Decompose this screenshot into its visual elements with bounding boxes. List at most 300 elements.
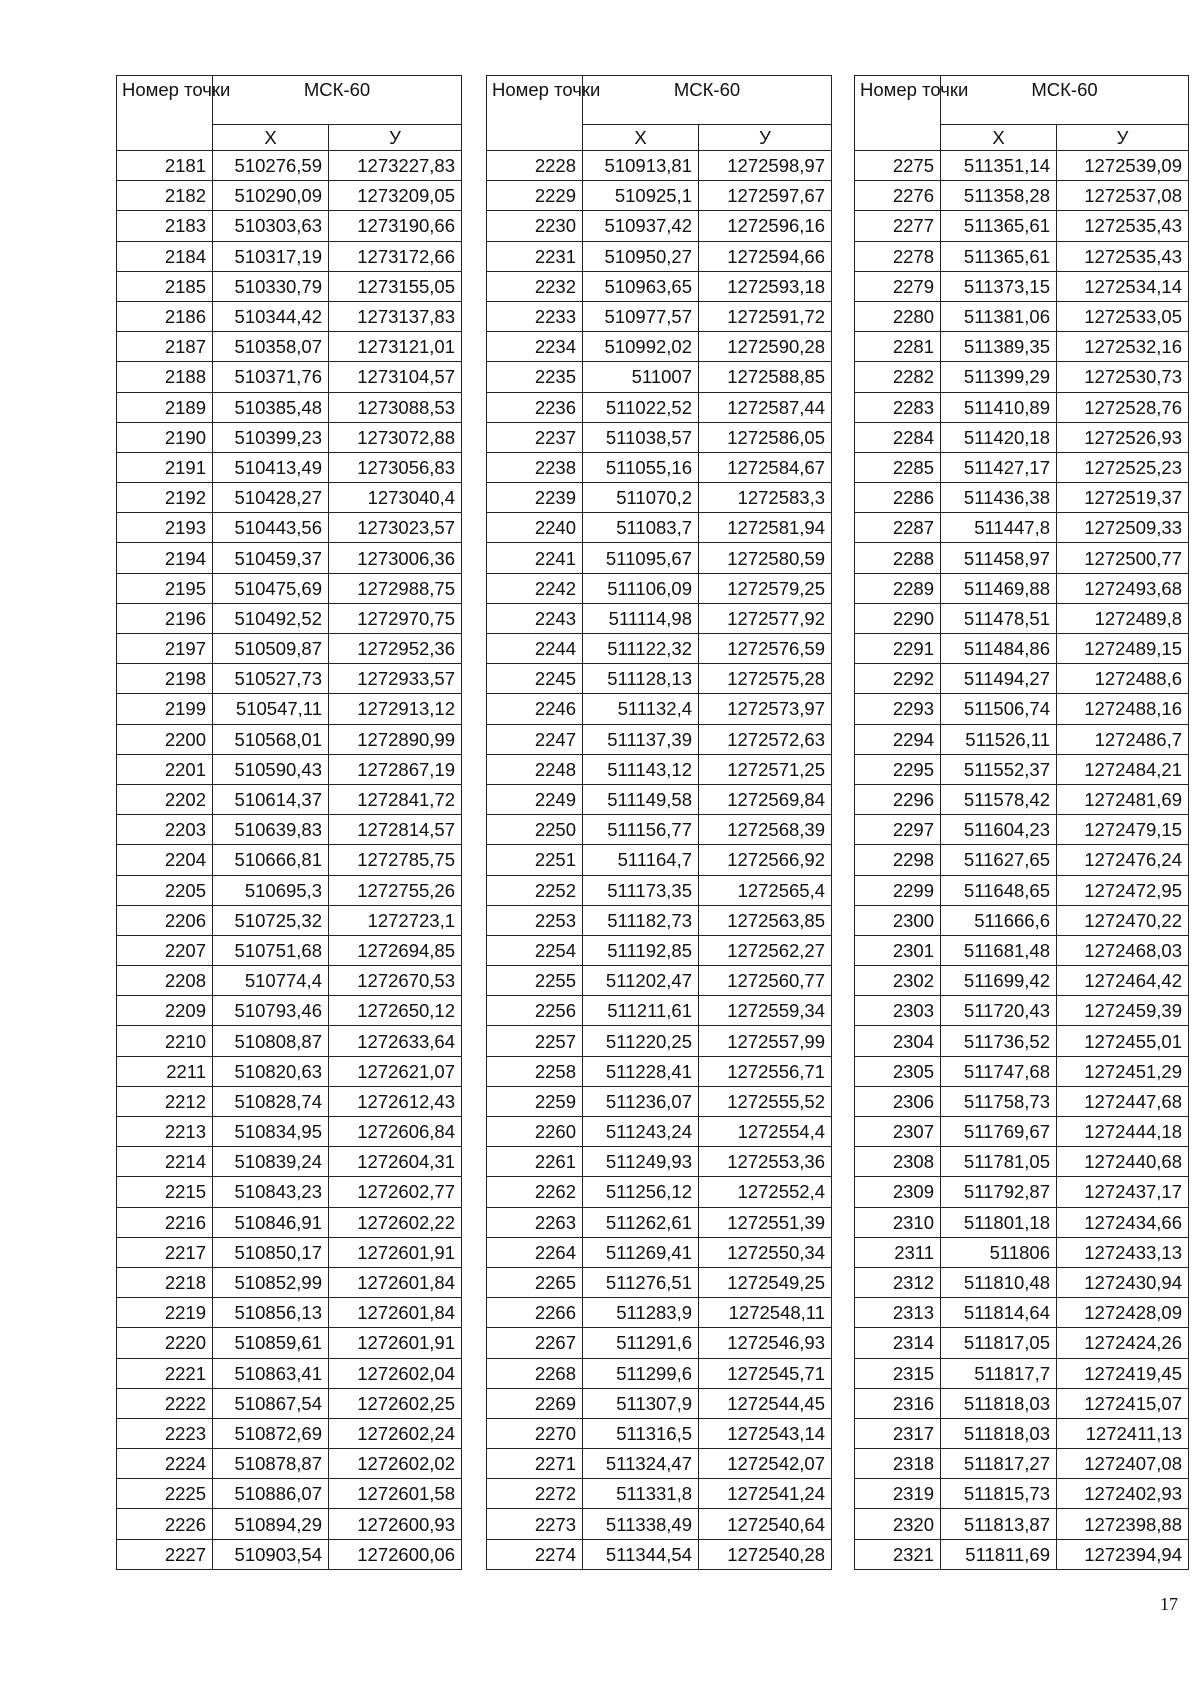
table-row <box>117 603 462 633</box>
point-number-cell: 2187 <box>117 332 213 362</box>
x-coordinate-cell: 510950,27 <box>583 241 699 271</box>
point-number-cell: 2300 <box>855 905 941 935</box>
point-number-cell: 2251 <box>487 845 583 875</box>
point-number-cell: 2266 <box>487 1298 583 1328</box>
point-number-cell: 2208 <box>117 966 213 996</box>
point-number-cell: 2299 <box>855 875 941 905</box>
point-number-cell: 2190 <box>117 422 213 452</box>
x-coordinate-cell: 511604,23 <box>941 815 1057 845</box>
y-column-header: У <box>699 125 832 151</box>
table-row <box>855 1418 1189 1448</box>
table-row <box>487 1449 832 1479</box>
x-coordinate-cell: 510428,27 <box>213 483 329 513</box>
y-coordinate-cell: 1272541,24 <box>699 1479 832 1509</box>
table-row <box>855 151 1189 181</box>
table-row <box>487 422 832 452</box>
y-coordinate-cell: 1273088,53 <box>329 392 462 422</box>
y-coordinate-cell: 1272650,12 <box>329 996 462 1026</box>
point-number-cell: 2259 <box>487 1086 583 1116</box>
point-number-cell: 2258 <box>487 1056 583 1086</box>
y-coordinate-cell: 1272573,97 <box>699 694 832 724</box>
table-row <box>117 1358 462 1388</box>
y-coordinate-cell: 1272402,93 <box>1057 1479 1189 1509</box>
point-number-cell: 2320 <box>855 1509 941 1539</box>
y-coordinate-cell: 1272493,68 <box>1057 573 1189 603</box>
x-coordinate-cell: 511249,93 <box>583 1147 699 1177</box>
y-coordinate-cell: 1272415,07 <box>1057 1388 1189 1418</box>
table-row <box>855 392 1189 422</box>
point-number-cell: 2205 <box>117 875 213 905</box>
x-coordinate-cell: 511458,97 <box>941 543 1057 573</box>
point-number-cell: 2245 <box>487 664 583 694</box>
point-number-cell: 2182 <box>117 181 213 211</box>
y-coordinate-cell: 1273227,83 <box>329 151 462 181</box>
point-number-cell: 2213 <box>117 1117 213 1147</box>
x-coordinate-cell: 511132,4 <box>583 694 699 724</box>
y-coordinate-cell: 1272579,25 <box>699 573 832 603</box>
point-number-cell: 2304 <box>855 1026 941 1056</box>
point-number-cell: 2317 <box>855 1418 941 1448</box>
table-row <box>855 1056 1189 1086</box>
point-number-cell: 2305 <box>855 1056 941 1086</box>
point-number-header: Номер точки <box>117 76 213 151</box>
table-row <box>855 1026 1189 1056</box>
x-coordinate-cell: 511114,98 <box>583 603 699 633</box>
y-coordinate-cell: 1272933,57 <box>329 664 462 694</box>
x-coordinate-cell: 511269,41 <box>583 1237 699 1267</box>
x-coordinate-cell: 510344,42 <box>213 301 329 331</box>
y-coordinate-cell: 1272534,14 <box>1057 271 1189 301</box>
y-coordinate-cell: 1272519,37 <box>1057 483 1189 513</box>
table-row <box>487 1539 832 1569</box>
x-coordinate-cell: 511818,03 <box>941 1388 1057 1418</box>
point-number-cell: 2235 <box>487 362 583 392</box>
table-row <box>487 1388 832 1418</box>
table-row <box>487 332 832 362</box>
table-row <box>117 362 462 392</box>
x-coordinate-cell: 511351,14 <box>941 151 1057 181</box>
y-coordinate-cell: 1272476,24 <box>1057 845 1189 875</box>
y-coordinate-cell: 1272814,57 <box>329 815 462 845</box>
x-coordinate-cell: 510666,81 <box>213 845 329 875</box>
x-coordinate-cell: 511389,35 <box>941 332 1057 362</box>
table-row <box>117 966 462 996</box>
point-number-cell: 2240 <box>487 513 583 543</box>
table-row <box>855 1237 1189 1267</box>
table-row <box>487 966 832 996</box>
x-coordinate-cell: 511758,73 <box>941 1086 1057 1116</box>
y-coordinate-cell: 1272591,72 <box>699 301 832 331</box>
point-number-cell: 2313 <box>855 1298 941 1328</box>
x-coordinate-cell: 511344,54 <box>583 1539 699 1569</box>
x-coordinate-cell: 511736,52 <box>941 1026 1057 1056</box>
x-coordinate-cell: 510527,73 <box>213 664 329 694</box>
y-coordinate-cell: 1272419,45 <box>1057 1358 1189 1388</box>
table-row <box>117 483 462 513</box>
table-row <box>487 211 832 241</box>
x-coordinate-cell: 510850,17 <box>213 1237 329 1267</box>
point-number-cell: 2210 <box>117 1026 213 1056</box>
table-row <box>855 301 1189 331</box>
point-number-cell: 2189 <box>117 392 213 422</box>
y-coordinate-cell: 1272451,29 <box>1057 1056 1189 1086</box>
y-coordinate-cell: 1272569,84 <box>699 784 832 814</box>
table-row <box>487 362 832 392</box>
x-coordinate-cell: 510894,29 <box>213 1509 329 1539</box>
point-number-cell: 2185 <box>117 271 213 301</box>
point-number-cell: 2201 <box>117 754 213 784</box>
x-coordinate-cell: 511365,61 <box>941 241 1057 271</box>
table-row <box>117 211 462 241</box>
y-coordinate-cell: 1272785,75 <box>329 845 462 875</box>
table-row <box>855 211 1189 241</box>
x-coordinate-cell: 510276,59 <box>213 151 329 181</box>
x-coordinate-cell: 510867,54 <box>213 1388 329 1418</box>
y-coordinate-cell: 1272588,85 <box>699 362 832 392</box>
x-coordinate-cell: 511095,67 <box>583 543 699 573</box>
x-coordinate-cell: 510399,23 <box>213 422 329 452</box>
point-number-cell: 2186 <box>117 301 213 331</box>
y-coordinate-cell: 1272428,09 <box>1057 1298 1189 1328</box>
point-number-cell: 2293 <box>855 694 941 724</box>
table-row <box>855 1358 1189 1388</box>
y-coordinate-cell: 1272970,75 <box>329 603 462 633</box>
table-row <box>487 905 832 935</box>
x-coordinate-cell: 510859,61 <box>213 1328 329 1358</box>
point-number-cell: 2288 <box>855 543 941 573</box>
x-coordinate-cell: 511801,18 <box>941 1207 1057 1237</box>
point-number-cell: 2247 <box>487 724 583 754</box>
point-number-cell: 2202 <box>117 784 213 814</box>
table-row <box>855 784 1189 814</box>
table-body <box>487 151 832 1570</box>
y-coordinate-cell: 1272560,77 <box>699 966 832 996</box>
x-coordinate-cell: 510725,32 <box>213 905 329 935</box>
table-row <box>855 754 1189 784</box>
table-row <box>487 543 832 573</box>
y-coordinate-cell: 1272755,26 <box>329 875 462 905</box>
y-coordinate-cell: 1272594,66 <box>699 241 832 271</box>
x-coordinate-cell: 510413,49 <box>213 452 329 482</box>
point-number-cell: 2238 <box>487 452 583 482</box>
x-coordinate-cell: 510443,56 <box>213 513 329 543</box>
x-column-header: Х <box>583 125 699 151</box>
point-number-cell: 2227 <box>117 1539 213 1569</box>
point-number-cell: 2192 <box>117 483 213 513</box>
point-number-cell: 2283 <box>855 392 941 422</box>
y-coordinate-cell: 1272444,18 <box>1057 1117 1189 1147</box>
table-row <box>855 362 1189 392</box>
y-coordinate-cell: 1273155,05 <box>329 271 462 301</box>
y-coordinate-cell: 1272601,58 <box>329 1479 462 1509</box>
point-number-cell: 2249 <box>487 784 583 814</box>
point-number-cell: 2301 <box>855 935 941 965</box>
y-coordinate-cell: 1272633,64 <box>329 1026 462 1056</box>
y-coordinate-cell: 1272532,16 <box>1057 332 1189 362</box>
y-coordinate-cell: 1272596,16 <box>699 211 832 241</box>
y-coordinate-cell: 1272576,59 <box>699 634 832 664</box>
table-row <box>855 1267 1189 1297</box>
table-row <box>855 573 1189 603</box>
y-coordinate-cell: 1272583,3 <box>699 483 832 513</box>
x-coordinate-cell: 511478,51 <box>941 603 1057 633</box>
y-coordinate-cell: 1272572,63 <box>699 724 832 754</box>
y-coordinate-cell: 1272394,94 <box>1057 1539 1189 1569</box>
table-row <box>487 1358 832 1388</box>
x-coordinate-cell: 511806 <box>941 1237 1057 1267</box>
y-coordinate-cell: 1272509,33 <box>1057 513 1189 543</box>
point-number-cell: 2284 <box>855 422 941 452</box>
point-number-cell: 2260 <box>487 1117 583 1147</box>
x-coordinate-cell: 511810,48 <box>941 1267 1057 1297</box>
y-coordinate-cell: 1272606,84 <box>329 1117 462 1147</box>
table-row <box>117 301 462 331</box>
table-row <box>855 181 1189 211</box>
table-row <box>117 1509 462 1539</box>
point-number-cell: 2276 <box>855 181 941 211</box>
table-row <box>117 1418 462 1448</box>
table-row <box>487 603 832 633</box>
y-coordinate-cell: 1272590,28 <box>699 332 832 362</box>
y-coordinate-cell: 1272411,13 <box>1057 1418 1189 1448</box>
point-number-cell: 2244 <box>487 634 583 664</box>
x-coordinate-cell: 511817,27 <box>941 1449 1057 1479</box>
x-coordinate-cell: 511552,37 <box>941 754 1057 784</box>
x-coordinate-cell: 511316,5 <box>583 1418 699 1448</box>
x-coordinate-cell: 510872,69 <box>213 1418 329 1448</box>
point-number-cell: 2248 <box>487 754 583 784</box>
y-coordinate-cell: 1272543,14 <box>699 1418 832 1448</box>
x-coordinate-cell: 511262,61 <box>583 1207 699 1237</box>
x-coordinate-cell: 510963,65 <box>583 271 699 301</box>
point-number-cell: 2298 <box>855 845 941 875</box>
y-coordinate-cell: 1272988,75 <box>329 573 462 603</box>
table-row <box>117 1388 462 1418</box>
x-coordinate-cell: 510937,42 <box>583 211 699 241</box>
point-number-cell: 2219 <box>117 1298 213 1328</box>
table-row <box>487 1328 832 1358</box>
y-coordinate-cell: 1272551,39 <box>699 1207 832 1237</box>
y-coordinate-cell: 1272484,21 <box>1057 754 1189 784</box>
table-row <box>855 1117 1189 1147</box>
table-row <box>487 935 832 965</box>
table-row <box>855 694 1189 724</box>
y-coordinate-cell: 1272575,28 <box>699 664 832 694</box>
table-row <box>855 513 1189 543</box>
point-number-cell: 2239 <box>487 483 583 513</box>
table-body <box>117 151 462 1570</box>
y-coordinate-cell: 1272472,95 <box>1057 875 1189 905</box>
y-coordinate-cell: 1272584,67 <box>699 452 832 482</box>
x-coordinate-cell: 511331,8 <box>583 1479 699 1509</box>
x-coordinate-cell: 511494,27 <box>941 664 1057 694</box>
y-coordinate-cell: 1273040,4 <box>329 483 462 513</box>
coordinate-table-2 <box>486 75 832 1570</box>
y-coordinate-cell: 1272552,4 <box>699 1177 832 1207</box>
y-coordinate-cell: 1272537,08 <box>1057 181 1189 211</box>
table-row <box>855 452 1189 482</box>
table-row <box>117 724 462 754</box>
x-coordinate-cell: 511307,9 <box>583 1388 699 1418</box>
point-number-cell: 2199 <box>117 694 213 724</box>
x-coordinate-cell: 511681,48 <box>941 935 1057 965</box>
table-row <box>117 332 462 362</box>
point-number-cell: 2263 <box>487 1207 583 1237</box>
point-number-cell: 2250 <box>487 815 583 845</box>
point-number-cell: 2216 <box>117 1207 213 1237</box>
y-coordinate-cell: 1272535,43 <box>1057 241 1189 271</box>
point-number-cell: 2255 <box>487 966 583 996</box>
y-coordinate-cell: 1272545,71 <box>699 1358 832 1388</box>
x-coordinate-cell: 511358,28 <box>941 181 1057 211</box>
table-row <box>487 875 832 905</box>
x-coordinate-cell: 511817,7 <box>941 1358 1057 1388</box>
y-coordinate-cell: 1272434,66 <box>1057 1207 1189 1237</box>
y-coordinate-cell: 1272533,05 <box>1057 301 1189 331</box>
point-number-cell: 2282 <box>855 362 941 392</box>
point-number-cell: 2272 <box>487 1479 583 1509</box>
y-coordinate-cell: 1272407,08 <box>1057 1449 1189 1479</box>
x-coordinate-cell: 510828,74 <box>213 1086 329 1116</box>
point-number-cell: 2196 <box>117 603 213 633</box>
table-row <box>855 241 1189 271</box>
y-coordinate-cell: 1272459,39 <box>1057 996 1189 1026</box>
table-row <box>117 181 462 211</box>
table-row <box>487 694 832 724</box>
point-number-cell: 2295 <box>855 754 941 784</box>
x-coordinate-cell: 510330,79 <box>213 271 329 301</box>
x-coordinate-cell: 511256,12 <box>583 1177 699 1207</box>
x-coordinate-cell: 510843,23 <box>213 1177 329 1207</box>
x-coordinate-cell: 510317,19 <box>213 241 329 271</box>
point-number-cell: 2261 <box>487 1147 583 1177</box>
y-coordinate-cell: 1272604,31 <box>329 1147 462 1177</box>
y-coordinate-cell: 1272489,8 <box>1057 603 1189 633</box>
table-row <box>117 784 462 814</box>
table-row <box>487 664 832 694</box>
y-coordinate-cell: 1272723,1 <box>329 905 462 935</box>
point-number-cell: 2198 <box>117 664 213 694</box>
y-coordinate-cell: 1272571,25 <box>699 754 832 784</box>
table-row <box>117 1298 462 1328</box>
table-row <box>855 1147 1189 1177</box>
x-coordinate-cell: 510793,46 <box>213 996 329 1026</box>
y-coordinate-cell: 1272601,91 <box>329 1237 462 1267</box>
table-row <box>487 724 832 754</box>
table-row <box>487 271 832 301</box>
y-coordinate-cell: 1272553,36 <box>699 1147 832 1177</box>
point-number-cell: 2206 <box>117 905 213 935</box>
table-row <box>487 996 832 1026</box>
y-coordinate-cell: 1272621,07 <box>329 1056 462 1086</box>
point-number-cell: 2271 <box>487 1449 583 1479</box>
coordinate-table-1 <box>116 75 462 1570</box>
table-row <box>117 875 462 905</box>
x-coordinate-cell: 511022,52 <box>583 392 699 422</box>
y-coordinate-cell: 1272554,4 <box>699 1117 832 1147</box>
y-coordinate-cell: 1272528,76 <box>1057 392 1189 422</box>
table-row <box>117 271 462 301</box>
point-number-cell: 2228 <box>487 151 583 181</box>
point-number-cell: 2214 <box>117 1147 213 1177</box>
point-number-cell: 2181 <box>117 151 213 181</box>
table-row <box>117 935 462 965</box>
x-coordinate-cell: 511182,73 <box>583 905 699 935</box>
table-row <box>855 935 1189 965</box>
x-coordinate-cell: 510913,81 <box>583 151 699 181</box>
x-column-header: Х <box>941 125 1057 151</box>
x-coordinate-cell: 511814,64 <box>941 1298 1057 1328</box>
point-number-cell: 2191 <box>117 452 213 482</box>
point-number-cell: 2279 <box>855 271 941 301</box>
y-coordinate-cell: 1272555,52 <box>699 1086 832 1116</box>
x-coordinate-cell: 511202,47 <box>583 966 699 996</box>
y-coordinate-cell: 1272546,93 <box>699 1328 832 1358</box>
x-coordinate-cell: 511243,24 <box>583 1117 699 1147</box>
table-row <box>855 422 1189 452</box>
x-coordinate-cell: 511469,88 <box>941 573 1057 603</box>
table-row <box>117 513 462 543</box>
coordinate-table-3 <box>854 75 1189 1570</box>
x-coordinate-cell: 511792,87 <box>941 1177 1057 1207</box>
point-number-cell: 2257 <box>487 1026 583 1056</box>
x-coordinate-cell: 510774,4 <box>213 966 329 996</box>
point-number-cell: 2194 <box>117 543 213 573</box>
y-coordinate-cell: 1272440,68 <box>1057 1147 1189 1177</box>
table-row <box>487 392 832 422</box>
table-row <box>855 815 1189 845</box>
point-number-cell: 2223 <box>117 1418 213 1448</box>
x-coordinate-cell: 511338,49 <box>583 1509 699 1539</box>
x-coordinate-cell: 511143,12 <box>583 754 699 784</box>
y-column-header: У <box>329 125 462 151</box>
y-coordinate-cell: 1272539,09 <box>1057 151 1189 181</box>
x-coordinate-cell: 510878,87 <box>213 1449 329 1479</box>
point-number-cell: 2225 <box>117 1479 213 1509</box>
y-coordinate-cell: 1272562,27 <box>699 935 832 965</box>
point-number-cell: 2296 <box>855 784 941 814</box>
table-row <box>117 1237 462 1267</box>
table-row <box>117 543 462 573</box>
y-coordinate-cell: 1272565,4 <box>699 875 832 905</box>
point-number-cell: 2287 <box>855 513 941 543</box>
x-coordinate-cell: 510303,63 <box>213 211 329 241</box>
x-coordinate-cell: 511236,07 <box>583 1086 699 1116</box>
point-number-cell: 2315 <box>855 1358 941 1388</box>
x-coordinate-cell: 511211,61 <box>583 996 699 1026</box>
point-number-cell: 2232 <box>487 271 583 301</box>
table-row <box>487 181 832 211</box>
point-number-cell: 2222 <box>117 1388 213 1418</box>
point-number-cell: 2256 <box>487 996 583 1026</box>
y-coordinate-cell: 1272526,93 <box>1057 422 1189 452</box>
point-number-cell: 2306 <box>855 1086 941 1116</box>
point-number-cell: 2321 <box>855 1539 941 1569</box>
table-row <box>487 1298 832 1328</box>
x-coordinate-cell: 511083,7 <box>583 513 699 543</box>
point-number-cell: 2308 <box>855 1147 941 1177</box>
table-row <box>487 1177 832 1207</box>
y-coordinate-cell: 1272557,99 <box>699 1026 832 1056</box>
point-number-cell: 2307 <box>855 1117 941 1147</box>
y-coordinate-cell: 1273056,83 <box>329 452 462 482</box>
x-coordinate-cell: 511122,32 <box>583 634 699 664</box>
y-coordinate-cell: 1272530,73 <box>1057 362 1189 392</box>
table-row <box>855 634 1189 664</box>
y-coordinate-cell: 1272548,11 <box>699 1298 832 1328</box>
y-coordinate-cell: 1272468,03 <box>1057 935 1189 965</box>
point-number-cell: 2268 <box>487 1358 583 1388</box>
